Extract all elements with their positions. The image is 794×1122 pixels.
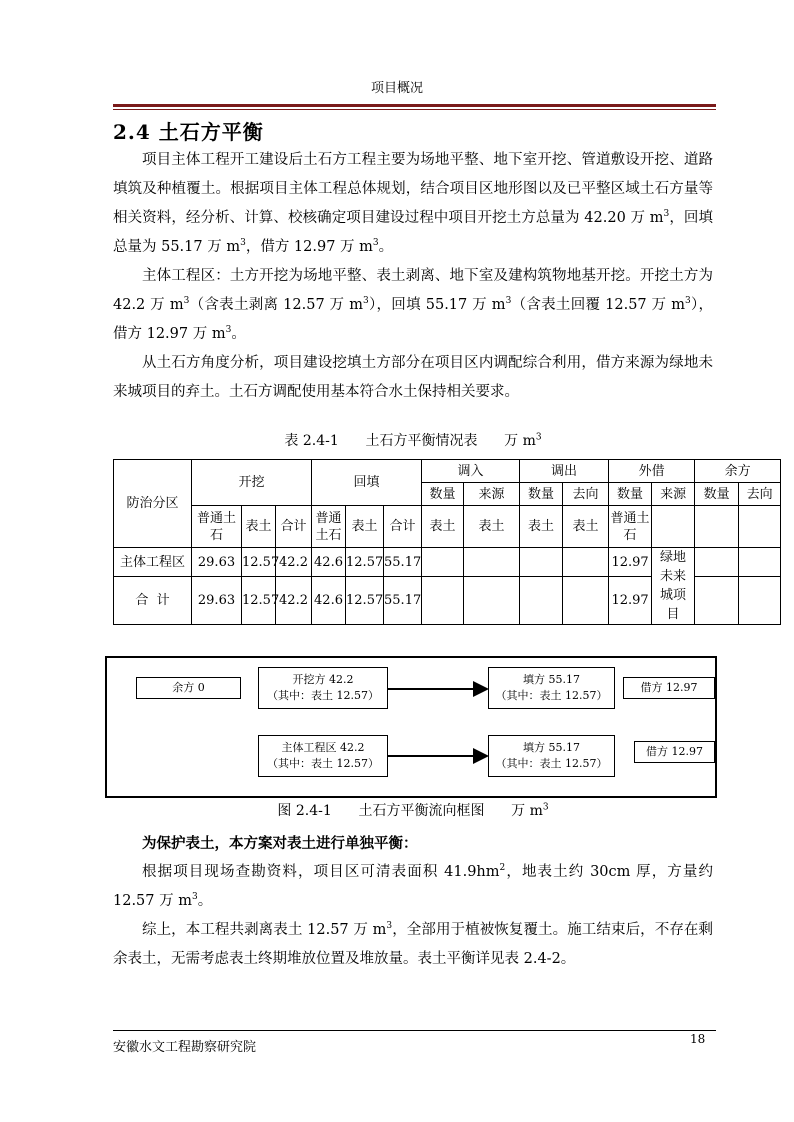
- paragraph-3: 从土石方角度分析，项目建设挖填土方部分在项目区内调配综合利用，借方来源为绿地未来城项目的弃土。土石方调配使用基本符合水土保持相关要求。: [113, 355, 713, 400]
- fill-box-2: 填方 55.17 （其中：表土 12.57）: [488, 735, 615, 777]
- header-qty: 数量: [609, 483, 652, 506]
- figure-caption: 图 2.4-1 土石方平衡流向框图 万 $m^3$: [277, 802, 549, 819]
- paragraph-1: 项目主体工程开工建设后土石方工程主要为场地平整、地下室开挖、管道敷设开挖、道路填筑及种植覆土。根据项目主体工程总体规划，结合项目区地形图以及已平整区域土石方量等相关资料，经分析、计算、校核确定项目建设过程中项目开挖土方总量为 42.20 万 $m^3$，回填总量为 55.17 万 $m^3$，借方 12.97 万 $m^3$。: [113, 152, 713, 255]
- header-zone: 防治分区: [114, 460, 192, 548]
- header-source: 来源: [464, 483, 520, 506]
- header-normal-earth: 普通土石: [192, 506, 242, 548]
- header-qty: 数量: [695, 483, 739, 506]
- table-row: 合 计 29.63 12.57 42.2 42.6 12.57 55.17 12.97: [114, 577, 781, 625]
- fill-box: 填方 55.17 （其中：表土 12.57）: [488, 667, 615, 709]
- flow-arrows: [107, 658, 715, 796]
- borrow-source-cell: 绿地未来城项目: [652, 548, 695, 625]
- footer-rule: [113, 1030, 716, 1031]
- zone-box: 主体工程区 42.2 （其中：表土 12.57）: [258, 735, 388, 777]
- paragraph-5: 综上，本工程共剥离表土 12.57 万 $m^3$，全部用于植被恢复覆土。施工结束后，不存在剩余表土，无需考虑表土终期堆放位置及堆放量。表土平衡详见表 2.4-2。: [113, 921, 713, 967]
- header-topsoil: 表土: [464, 506, 520, 548]
- flow-diagram: [105, 656, 717, 798]
- earthwork-balance-table: [113, 459, 781, 625]
- header-excavation: 开挖: [192, 460, 312, 506]
- header-backfill: 回填: [312, 460, 422, 506]
- page-number: 18: [690, 1032, 706, 1046]
- paragraph-4: 根据项目现场查勘资料，项目区可清表面积 $41.9hm^2$，地表土约 30cm 厚，方量约 12.57 万 $m^3$。: [113, 863, 714, 909]
- excavation-box: 开挖方 42.2 （其中：表土 12.57）: [258, 667, 388, 709]
- header-topsoil: 表土: [422, 506, 464, 548]
- header-destination: 去向: [563, 483, 609, 506]
- footer-org: 安徽水文工程勘察研究院: [113, 1040, 257, 1055]
- header-topsoil: 表土: [520, 506, 563, 548]
- header-borrow: 外借: [609, 460, 695, 483]
- header-transfer-out: 调出: [520, 460, 609, 483]
- header-subtotal: 合计: [384, 506, 422, 548]
- header-qty: 数量: [520, 483, 563, 506]
- table-caption: 表 2.4-1 土石方平衡情况表 万 $m^3$: [284, 432, 542, 449]
- header-rule-thin: [113, 109, 716, 110]
- table-row: 主体工程区 29.63 12.57 42.2 42.6 12.57 55.17 12.97 绿地未来城项目: [114, 548, 781, 577]
- body-text-top: [113, 146, 713, 407]
- section-title: 2.4 土石方平衡: [113, 120, 264, 144]
- header-source: 来源: [652, 483, 695, 506]
- header-normal-earth: 普通土石: [609, 506, 652, 548]
- surplus-box: 余方 0: [136, 677, 241, 699]
- borrow-box-1: 借方 12.97: [623, 677, 715, 699]
- header-qty: 数量: [422, 483, 464, 506]
- header-subtotal: 合计: [276, 506, 312, 548]
- paragraph-2: 主体工程区：土方开挖为场地平整、表土剥离、地下室及建构筑物地基开挖。开挖土方为 42.2 万 $m^3$（含表土剥离 12.57 万 $m^3$），回填 55.17 万 $m^3$（含表土回覆 12.57 万 $m^3$），借方 12.97 万 $m^3$。: [113, 268, 713, 342]
- header-normal-earth: 普通土石: [312, 506, 346, 548]
- header-rule-thick: [113, 104, 716, 107]
- header-transfer-in: 调入: [422, 460, 520, 483]
- page-header-title: 项目概况: [370, 81, 423, 96]
- body-text-bottom: [113, 829, 713, 974]
- header-topsoil: 表土: [563, 506, 609, 548]
- header-topsoil: 表土: [242, 506, 276, 548]
- header-topsoil: 表土: [346, 506, 384, 548]
- header-destination: 去向: [739, 483, 781, 506]
- header-surplus: 余方: [695, 460, 781, 483]
- bold-heading: 为保护表土，本方案对表土进行单独平衡：: [142, 835, 418, 852]
- borrow-box-2: 借方 12.97: [634, 741, 715, 763]
